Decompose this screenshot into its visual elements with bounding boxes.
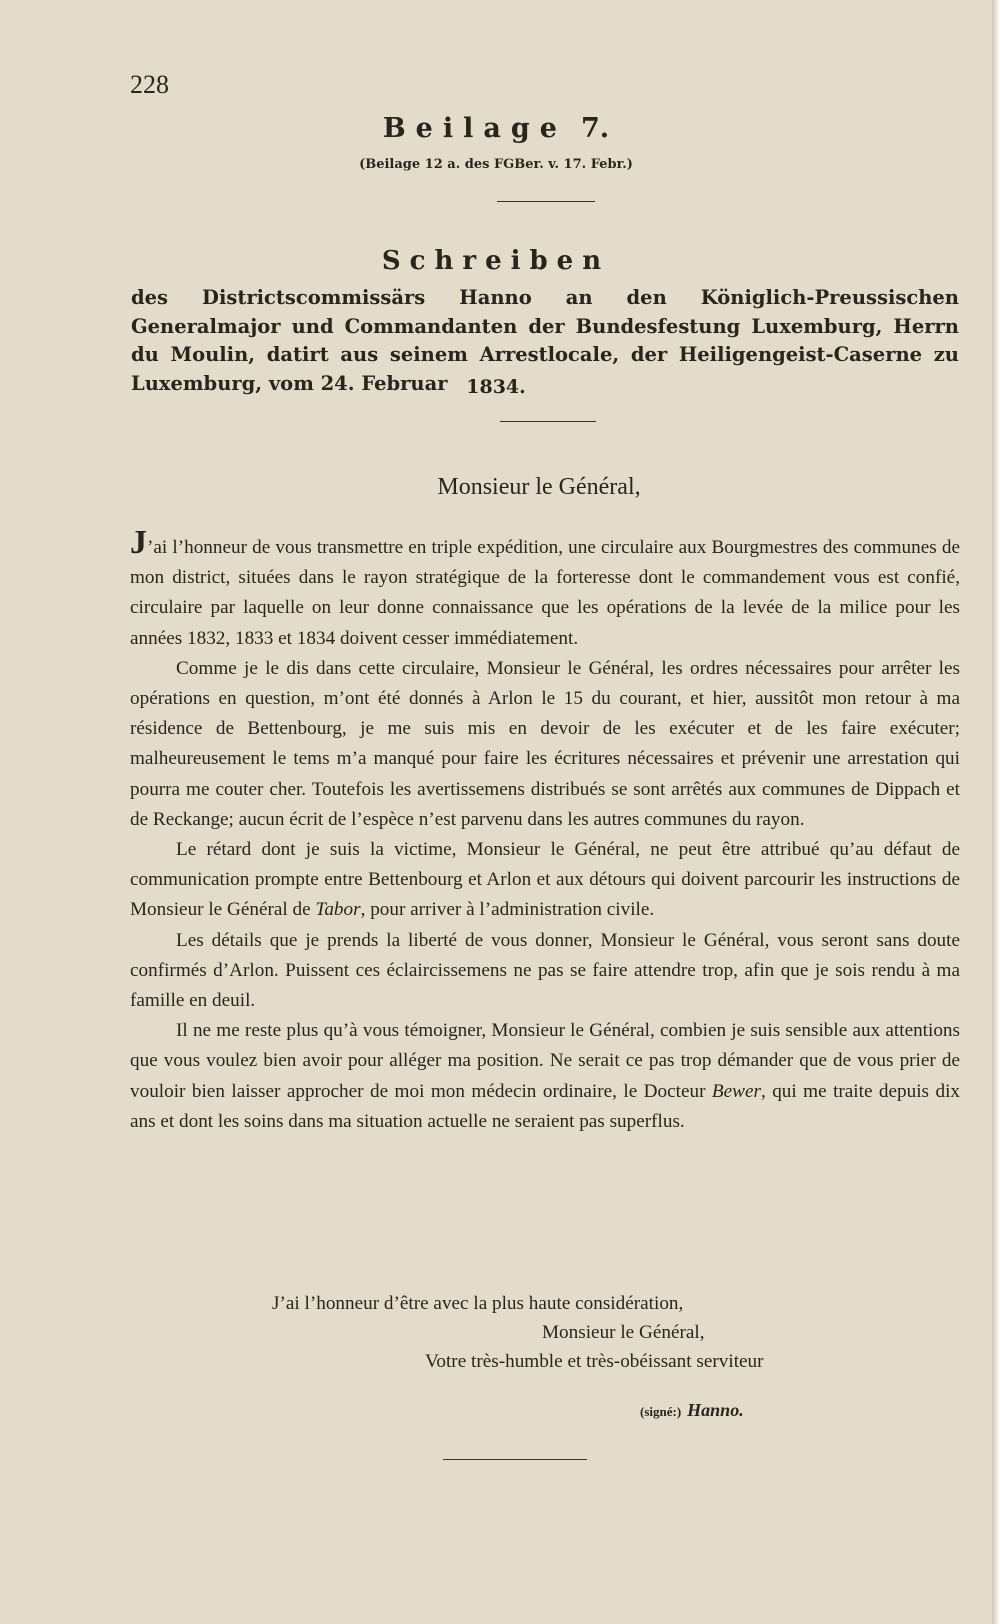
paragraph-2 — [130, 654, 960, 835]
divider-middle — [500, 421, 596, 422]
paragraph-5 — [130, 1016, 960, 1137]
signature — [640, 1400, 744, 1421]
divider-bottom — [443, 1459, 587, 1460]
letter-body — [130, 524, 960, 1137]
paragraph-3 — [130, 835, 960, 926]
name-tabor: Tabor — [315, 899, 361, 921]
paragraph-5-text-a: Il ne me reste plus qu’à vous témoigner, Monsieur le Général, combien je suis sensible aux attentions que vous voulez bien avoir pour alléger ma position. Ne serait ce pas trop démander que de vous prier de vouloir bien laisser approcher de moi mon médecin ordinaire, le Docteur — [130, 1020, 960, 1102]
paragraph-2-text-b: Toutefois les avertissemens distribués se sont arrêtés aux communes de Dippach et de Reckange; aucun écrit de l’espèce n’est parvenu dans les autres communes du rayon. — [130, 778, 960, 830]
paragraph-1-text: ’ai l’honneur de vous transmettre en triple expédition, une circulaire aux Bourgmestres des communes de mon district, situées dans le rayon stratégique de la forteresse dont le commandement vous est confié, circulaire par laquelle on leur donne connaissance que les opérations de la levée de la milice pour les années 1832, 1833 et 1834 doivent cesser immédiatement. — [130, 537, 960, 649]
appendix-number: 7. — [580, 113, 610, 144]
paragraph-4 — [130, 926, 960, 1017]
paragraph-2-text-a: Comme je le dis dans cette circulaire, Monsieur le Général, les ordres nécessaires pour arrêter les opérations en question, m’ont été donnés à Arlon le 15 du courant, et hier, aussitôt mon retour à ma résidence de Bettenbourg, je me suis mis en devoir de les exécuter et de les faire exécuter; malheureusement le tems m’a manqué pour faire les écritures nécessaires et prévenir une arrestation qui pourra me couter cher. — [130, 657, 960, 800]
appendix-label: Beilage — [382, 113, 567, 144]
divider-top — [497, 201, 595, 202]
letter-intro-year: 1834. — [466, 376, 526, 398]
closing-line-1: J’ai l’honneur d’être avec la plus haute considération, — [272, 1293, 684, 1314]
drop-cap: J — [130, 524, 147, 561]
paragraph-1 — [130, 524, 960, 654]
signature-name: Hanno. — [687, 1400, 744, 1420]
salutation: Monsieur le Général, — [437, 474, 641, 500]
paragraph-3-text-b: , pour arriver à l’administration civile. — [360, 899, 655, 921]
page-edge — [992, 0, 1000, 1624]
letter-title: Schreiben — [381, 246, 611, 276]
letter-intro: des Districtscommissärs Hanno an den Königlich-Preussischen Generalmajor und Commandanten der Bundesfestung Luxemburg, Herrn du Moulin, datirt aus seinem Arrestlocale, der Heiligengeist-Caserne zu Luxemburg, vom 24. Februar — [131, 286, 959, 395]
paragraph-3-text-a: Le rétard dont je suis la victime, Monsieur le Général, ne peut être attribué qu’au défaut de communication prompte entre Bettenbourg et Arlon et aux détours qui doivent parcourir les instructions de Monsieur le Général de — [130, 839, 960, 921]
closing-line-3: Votre très-humble et très-obéissant serviteur — [425, 1351, 764, 1372]
page-number: 228 — [130, 70, 169, 99]
closing-line-2: Monsieur le Général, — [542, 1322, 705, 1343]
paragraph-5-text-b: , qui me traite depuis dix ans et dont les soins dans ma situation actuelle ne seraient pas superflus. — [130, 1080, 960, 1132]
signature-note: (signé:) — [640, 1404, 682, 1419]
name-doctor: Bewer — [711, 1080, 761, 1102]
appendix-heading — [0, 113, 992, 144]
paragraph-4-text: Les détails que je prends la liberté de vous donner, Monsieur le Général, vous seront sans doute confirmés d’Arlon. Puissent ces éclaircissemens ne pas se faire attendre trop, afin que je sois rendu à ma famille en deuil. — [130, 929, 960, 1012]
appendix-reference: (Beilage 12 a. des FGBer. v. 17. Febr.) — [359, 157, 633, 172]
